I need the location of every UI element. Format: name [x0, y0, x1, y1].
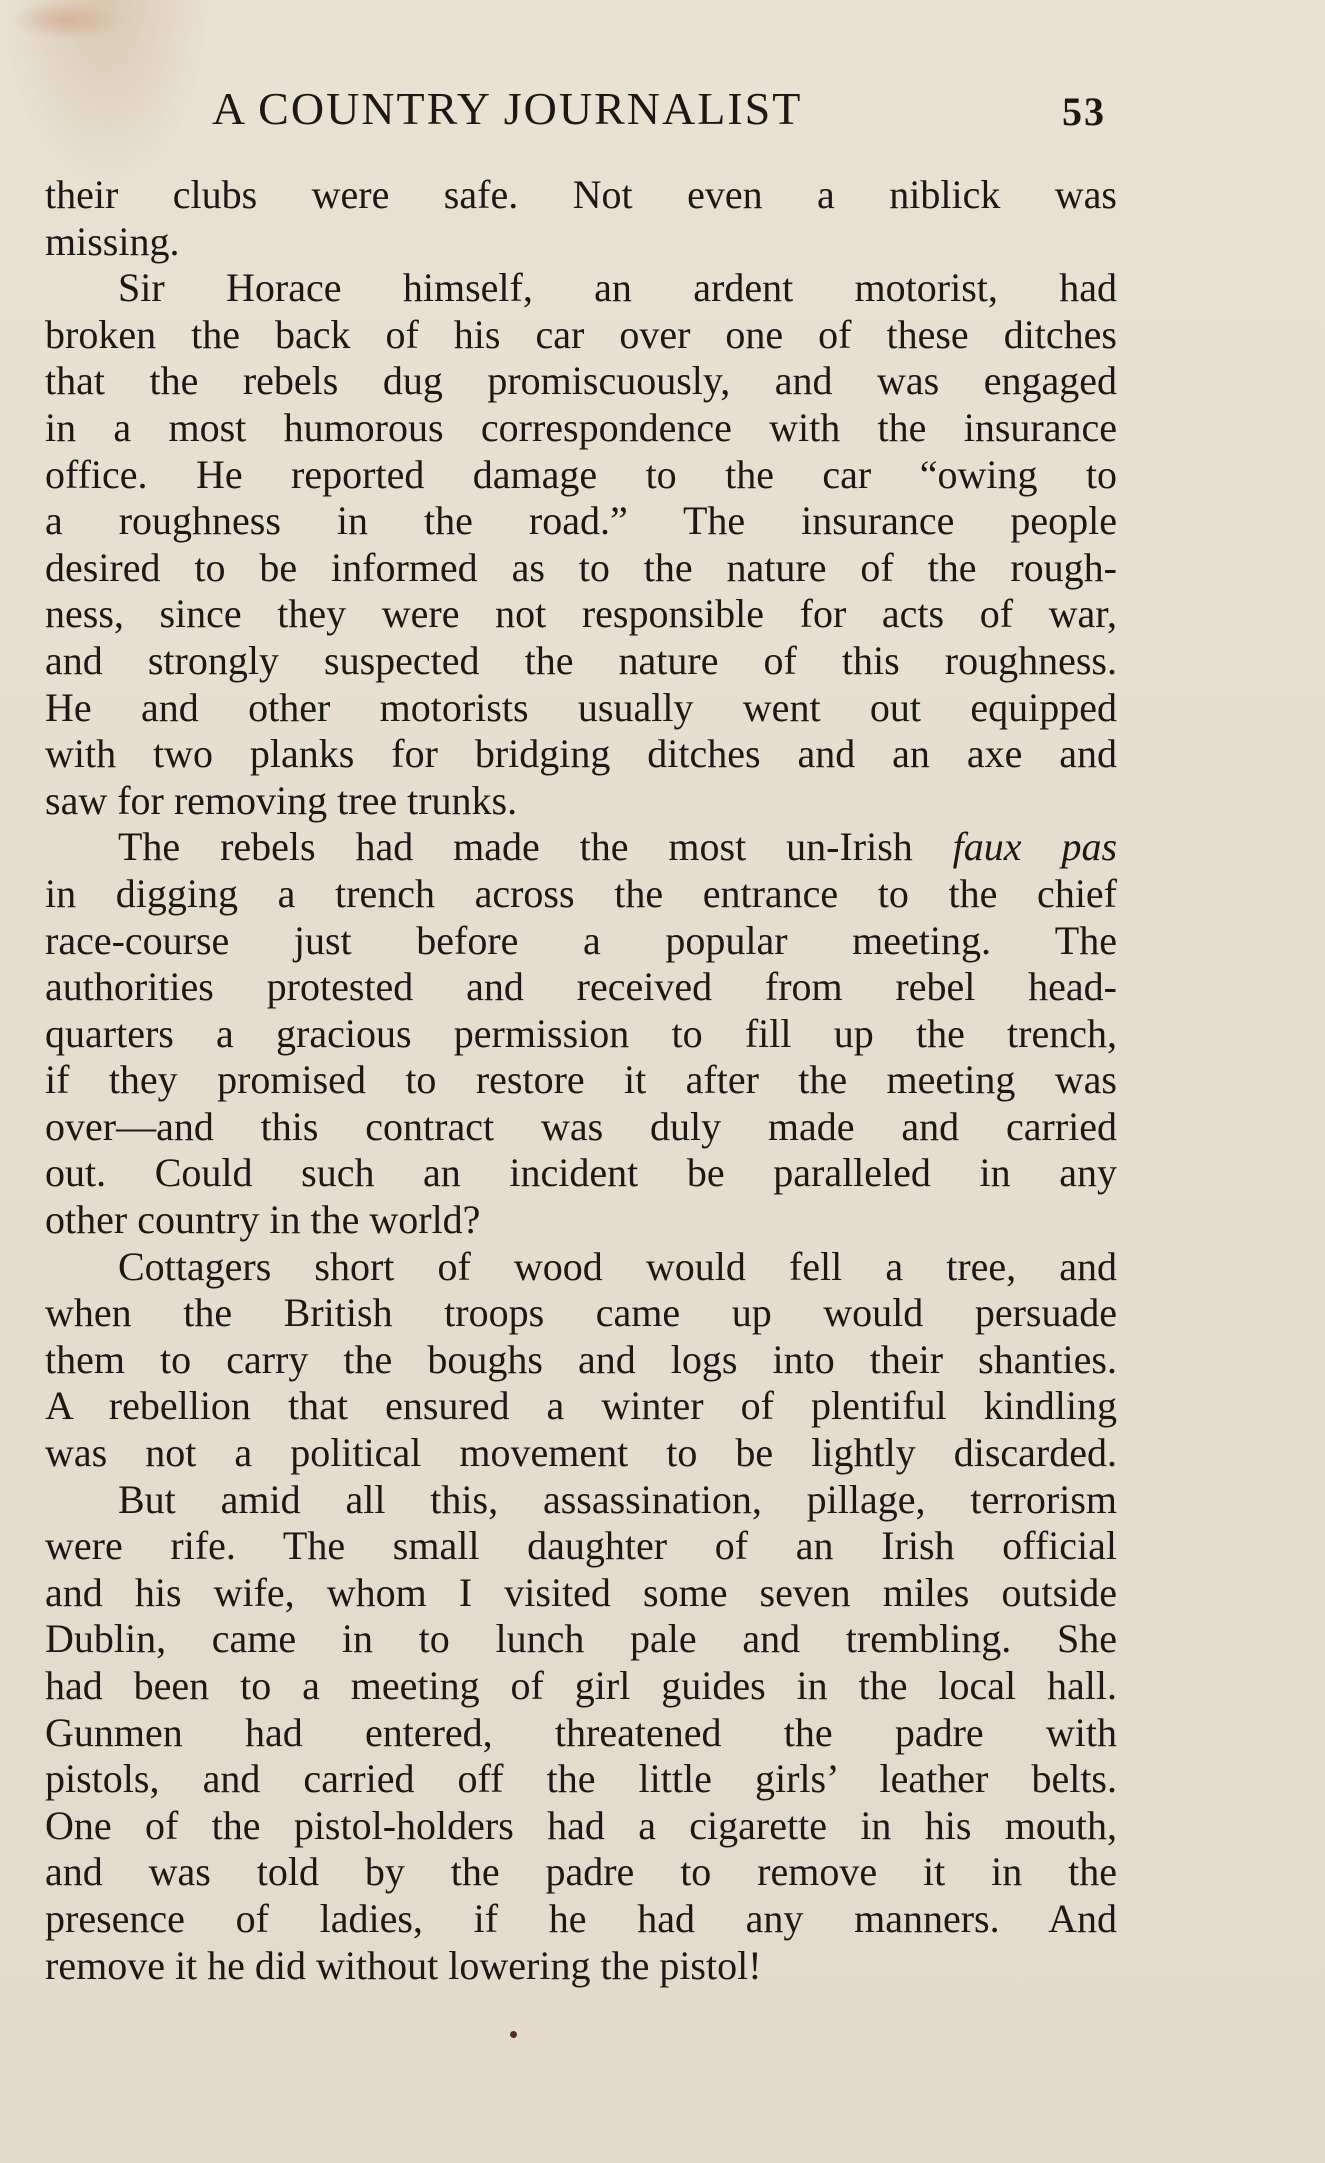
line-text: Cottagers short of wood would fell a tree, and — [118, 1243, 1117, 1289]
running-header — [212, 82, 1112, 142]
italic-phrase: faux pas — [952, 824, 1118, 870]
line-text: their clubs were safe. Not even a niblick was — [45, 172, 1117, 217]
line-text: them to carry the boughs and logs into their shanties. — [45, 1336, 1117, 1382]
page-number: 53 — [1062, 89, 1106, 134]
text-line — [45, 405, 1117, 452]
line-text: missing. — [45, 218, 180, 264]
line-text: over—and this contract was duly made and carried — [45, 1103, 1117, 1149]
text-line — [45, 358, 1117, 405]
text-line — [45, 265, 1117, 312]
text-line — [45, 1430, 1117, 1477]
line-text: Sir Horace himself, an ardent motorist, had — [118, 265, 1117, 311]
line-text: and his wife, whom I visited some seven miles outside — [45, 1569, 1117, 1615]
line-text: One of the pistol-holders had a cigarette in his mouth, — [45, 1802, 1117, 1848]
line-text: quarters a gracious permission to fill up the trench, — [45, 1010, 1117, 1056]
line-text: presence of ladies, if he had any manners. And — [45, 1895, 1117, 1941]
text-line — [45, 452, 1117, 499]
line-text: were rife. The small daughter of an Irish official — [45, 1523, 1117, 1569]
text-line — [45, 918, 1117, 965]
line-text: Dublin, came in to lunch pale and trembling. She — [45, 1616, 1117, 1662]
text-line — [45, 731, 1117, 778]
text-line — [45, 1616, 1117, 1663]
line-text: The rebels had made the most un-Irish — [118, 824, 953, 870]
text-line — [45, 1244, 1117, 1291]
line-text: He and other motorists usually went out equipped — [45, 684, 1117, 730]
line-text: A rebellion that ensured a winter of plentiful kindling — [45, 1383, 1117, 1429]
line-text: was not a political movement to be lightly discarded. — [45, 1430, 1117, 1476]
line-text: broken the back of his car over one of these ditches — [45, 311, 1117, 357]
text-line — [45, 1337, 1117, 1384]
line-text: office. He reported damage to the car “owing to — [45, 451, 1117, 497]
body-text — [45, 172, 1117, 1989]
text-line — [45, 172, 1117, 219]
text-line — [45, 871, 1117, 918]
line-text: saw for removing tree trunks. — [45, 777, 518, 823]
line-text: in digging a trench across the entrance to the chief — [45, 870, 1117, 916]
line-text: But amid all this, assassination, pillage, terrorism — [118, 1476, 1117, 1522]
text-line — [45, 312, 1117, 359]
text-line — [45, 498, 1117, 545]
line-text: remove it he did without lowering the pistol! — [45, 1942, 762, 1988]
text-line — [45, 1290, 1117, 1337]
line-text: pistols, and carried off the little girls’ leather belts. — [45, 1756, 1117, 1802]
text-line — [45, 219, 1117, 266]
line-text: when the British troops came up would persuade — [45, 1290, 1117, 1336]
running-title: A COUNTRY JOURNALIST — [212, 83, 803, 134]
line-text: a roughness in the road.” The insurance people — [45, 498, 1117, 544]
line-text: race-course just before a popular meeting. The — [45, 917, 1117, 963]
text-line — [45, 1104, 1117, 1151]
text-line — [45, 1896, 1117, 1943]
text-line — [45, 778, 1117, 825]
text-line — [45, 1570, 1117, 1617]
text-line — [45, 824, 1117, 871]
text-line — [45, 1477, 1117, 1524]
text-line — [45, 1523, 1117, 1570]
text-line — [45, 638, 1117, 685]
text-line — [45, 1756, 1117, 1803]
line-text: authorities protested and received from rebel head- — [45, 964, 1117, 1010]
line-text: had been to a meeting of girl guides in the local hall. — [45, 1663, 1117, 1708]
line-text: in a most humorous correspondence with the insurance — [45, 404, 1117, 450]
line-text: that the rebels dug promiscuously, and was engaged — [45, 358, 1117, 404]
text-line — [45, 1150, 1117, 1197]
line-text: with two planks for bridging ditches and an axe and — [45, 731, 1117, 777]
text-line — [45, 1011, 1117, 1058]
line-text: ness, since they were not responsible for acts of war, — [45, 591, 1117, 637]
line-text: desired to be informed as to the nature of the rough- — [45, 544, 1117, 590]
paper-stain — [10, 0, 120, 40]
text-line — [45, 1710, 1117, 1757]
line-text: out. Could such an incident be paralleled in any — [45, 1150, 1117, 1196]
text-line — [45, 591, 1117, 638]
line-text: and was told by the padre to remove it in the — [45, 1849, 1117, 1895]
text-line — [45, 1943, 1117, 1990]
line-text: other country in the world? — [45, 1197, 481, 1243]
text-line — [45, 685, 1117, 732]
text-line — [45, 1197, 1117, 1244]
text-line — [45, 1803, 1117, 1850]
text-line — [45, 964, 1117, 1011]
text-line — [45, 1849, 1117, 1896]
line-text: Gunmen had entered, threatened the padre with — [45, 1709, 1117, 1755]
text-line — [45, 1383, 1117, 1430]
text-line — [45, 1057, 1117, 1104]
line-text: and strongly suspected the nature of this roughness. — [45, 637, 1117, 683]
line-text: if they promised to restore it after the meeting was — [45, 1057, 1117, 1103]
text-line — [45, 545, 1117, 592]
print-speck — [510, 2031, 517, 2038]
text-line — [45, 1663, 1117, 1710]
